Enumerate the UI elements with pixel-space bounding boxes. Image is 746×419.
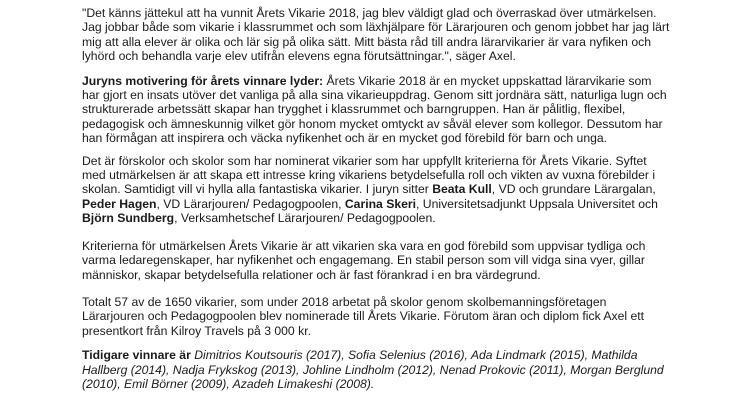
previous-winners-heading: Tidigare vinnare är — [82, 348, 191, 363]
previous-winners-names: Dimitrios Koutsouris (2017), Sofia Selenius (2016), Ada Lindmark (2015), Mathilda Hallberg (2014), Nadja Frykskog (2013), Johline Lindholm (2012), Nenad Prokovic (2011), Morgan Berglund (2010), Emil Börner (2009), Azadeh Limakeshi (2008). — [82, 348, 664, 391]
jury-member-name: Peder Hagen — [82, 196, 157, 211]
quote-paragraph: "Det känns jättekul att ha vunnit Årets Vikarie 2018, jag blev väldigt glad och överraskad över utmärkelsen. Jag jobbar både som vikarie i klassrummet och som läxhjälpare för Lärarjouren och genom jobbet har jag lärt mig att alla elever är olika och lär sig på olika sätt. Mitt bästa råd till andra lärarvikarier är vara nyfiken och lyhörd och behandla varje elev utifrån elevens egna förutsättningar.", säger Axel. — [82, 6, 670, 64]
jury-intro: Det är förskolor och skolor som har nominerat vikarier som har uppfyllt kriterierna för Årets Vikarie. Syftet med utmärkelsen är att skapa ett intresse kring vikariens betydelsefulla roll och vikten av vuxna förebilder i skolan. Samtidigt vill vi hylla alla fantastiska vikarier. I juryn sitter — [82, 153, 656, 197]
document-page — [82, 6, 672, 401]
motivation-heading: Juryns motivering för årets vinnare lyder: — [82, 73, 324, 88]
jury-member-name: Carina Skeri — [344, 196, 417, 211]
totals-paragraph: Totalt 57 av de 1650 vikarier, som under 2018 arbetat på skolor genom skolbemanningsföretagen Lärarjouren och Pedagogpoolen blev nominerade till Årets Vikarie. Förutom äran och diplom fick Axel ett presentkort från Kilroy Travels på 3 000 kr. — [82, 294, 645, 338]
jury-member-role: , VD och grundare Lärargalan, — [491, 182, 656, 197]
motivation-text: Årets Vikarie 2018 är en mycket uppskattad lärarvikarie som har gjort en insats utöver det vanliga på alla sina vikarieuppdrag. Genom sitt jordnära sätt, naturliga lugn och strukturerade arbetssätt skapar han trygghet i klassrummet och barngruppen. Han är pålitlig, flexibel, pedagogisk och ämneskunnig vilket gör honom mycket omtyckt av såväl elever som kollegor. Dessutom har han förmågan att inspirera och väcka nyfikenhet och är en mycket god förebild för barn och unga. — [82, 73, 667, 146]
jury-member-name: Beata Kull — [432, 182, 492, 197]
jury-member-name: Björn Sundberg — [82, 211, 175, 226]
jury-member-role: , Verksamhetschef Lärarjouren/ Pedagogpoolen. — [174, 211, 436, 226]
jury-motivation-paragraph — [82, 74, 672, 146]
jury-member-role: , Universitetsadjunkt Uppsala Universitet och — [416, 196, 658, 211]
jury-member-role: , VD Lärarjouren/ Pedagogpoolen, — [156, 196, 345, 211]
previous-winners-paragraph — [82, 348, 672, 391]
criteria-paragraph: Kriterierna för utmärkelsen Årets Vikarie är att vikarien ska vara en god förebild som uppvisar tydliga och varma ledaregenskaper, har nyfikenhet och engagemang. En stabil person som vill vidga sina vyer, gillar människor, skapar betydelsefulla relationer och är fast förankrad i en bra värdegrund. — [82, 238, 646, 282]
jury-members-paragraph — [82, 154, 672, 226]
